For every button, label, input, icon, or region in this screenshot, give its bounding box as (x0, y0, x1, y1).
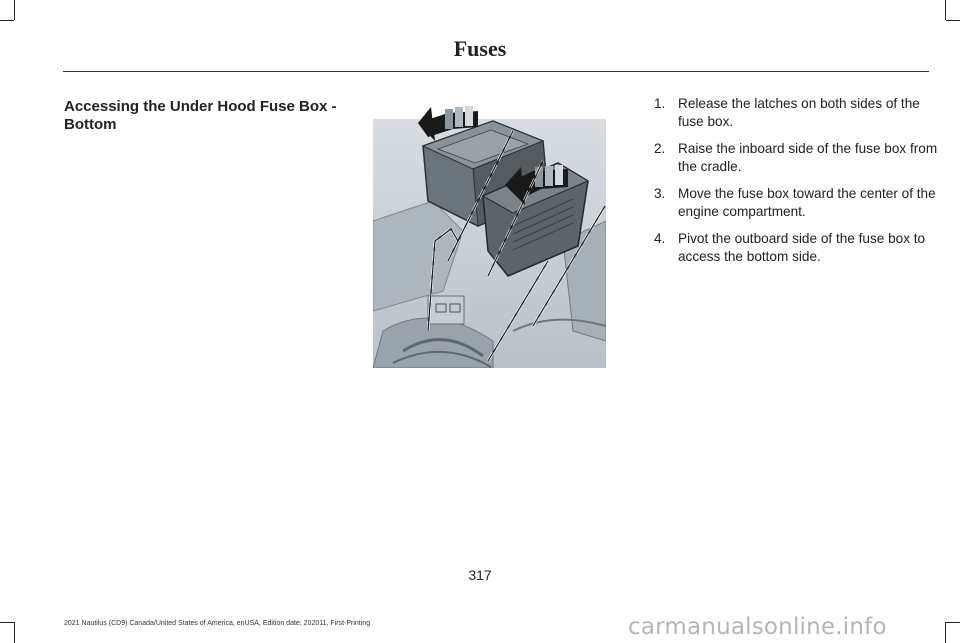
step-text: Pivot the outboard side of the fuse box to access the bottom side. (678, 231, 926, 264)
list-item (654, 95, 944, 131)
header-divider (63, 71, 929, 72)
fuse-box-illustration (373, 101, 606, 368)
instruction-steps (654, 95, 944, 275)
crop-mark (0, 622, 14, 623)
step-text: Raise the inboard side of the fuse box from the cradle. (678, 141, 938, 174)
page-number: 317 (468, 567, 492, 583)
crop-mark (14, 622, 15, 643)
step-text: Release the latches on both sides of the fuse box. (678, 96, 920, 129)
list-item (654, 185, 944, 221)
list-item (654, 140, 944, 176)
crop-mark (945, 0, 946, 20)
step-number: 1. (654, 96, 666, 111)
crop-mark (945, 622, 946, 643)
crop-mark (946, 20, 960, 21)
page-title: Fuses (453, 36, 507, 61)
watermark: carmanualsonline.info (628, 614, 887, 640)
crop-mark (14, 0, 15, 20)
step-text: Move the fuse box toward the center of the engine compartment. (678, 186, 936, 219)
step-number: 2. (654, 141, 666, 156)
section-heading: Accessing the Under Hood Fuse Box - Bottom (64, 98, 337, 133)
crop-mark (946, 622, 960, 623)
step-number: 3. (654, 186, 666, 201)
step-number: 4. (654, 231, 666, 246)
crop-mark (0, 20, 14, 21)
edition-footer: 2021 Nautilus (CD9) Canada/United States of America, enUSA, Edition date: 202011, First-Printing (64, 620, 371, 627)
list-item (654, 230, 944, 266)
